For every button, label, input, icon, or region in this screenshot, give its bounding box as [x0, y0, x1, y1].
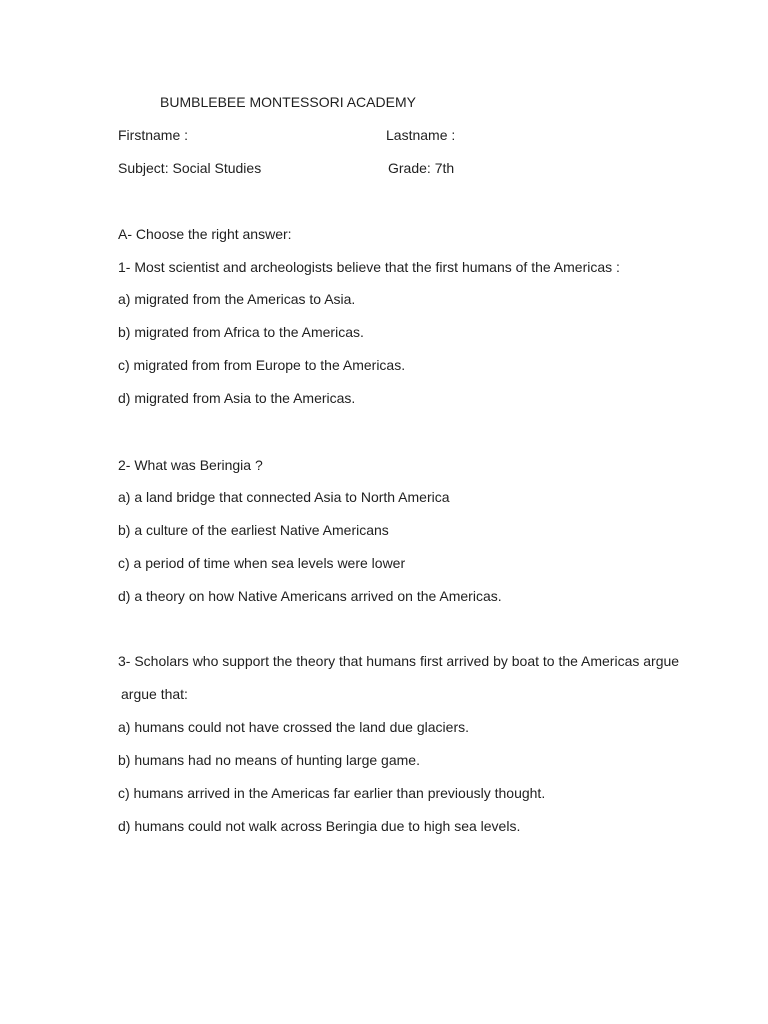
firstname-label: Firstname : — [118, 127, 189, 143]
question-1-option-c: c) migrated from from Europe to the Americas. — [118, 357, 406, 373]
question-3-text-continued: argue that: — [121, 686, 188, 702]
question-2-text: 2- What was Beringia ? — [118, 457, 263, 473]
lastname-label: Lastname : — [386, 127, 456, 143]
question-2-option-b: b) a culture of the earliest Native Americans — [118, 522, 389, 538]
question-3-option-d: d) humans could not walk across Beringia due to high sea levels. — [118, 818, 521, 834]
question-2-option-c: c) a period of time when sea levels were lower — [118, 555, 406, 571]
question-3-text: 3- Scholars who support the theory that humans first arrived by boat to the Americas argue — [118, 653, 680, 669]
question-2-option-a: a) a land bridge that connected Asia to North America — [118, 489, 450, 505]
section-instruction: A- Choose the right answer: — [118, 226, 292, 242]
grade-label: Grade: 7th — [388, 160, 455, 176]
question-3-option-b: b) humans had no means of hunting large game. — [118, 752, 420, 768]
question-3-option-c: c) humans arrived in the Americas far earlier than previously thought. — [118, 785, 546, 801]
question-3-option-a: a) humans could not have crossed the land due glaciers. — [118, 719, 469, 735]
question-1-option-b: b) migrated from Africa to the Americas. — [118, 324, 364, 340]
question-1-text: 1- Most scientist and archeologists believe that the first humans of the Americas : — [118, 259, 620, 275]
subject-label: Subject: Social Studies — [118, 160, 262, 176]
question-2-option-d: d) a theory on how Native Americans arrived on the Americas. — [118, 588, 502, 604]
question-1-option-d: d) migrated from Asia to the Americas. — [118, 390, 356, 406]
question-1-option-a: a) migrated from the Americas to Asia. — [118, 291, 356, 307]
school-name-heading: BUMBLEBEE MONTESSORI ACADEMY — [160, 94, 416, 110]
